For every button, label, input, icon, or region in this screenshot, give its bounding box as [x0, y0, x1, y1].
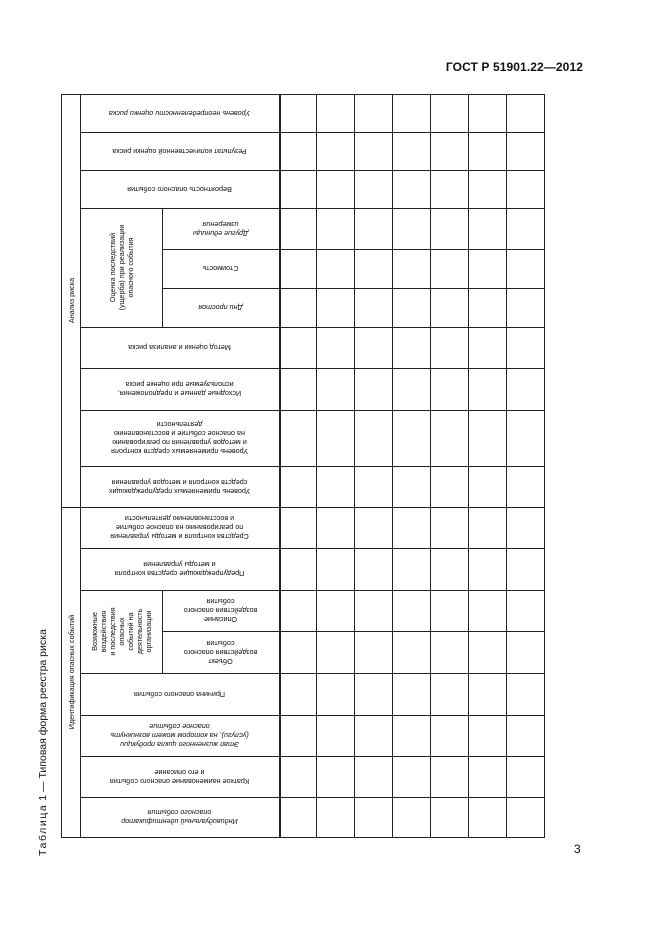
row-label: Уровень применяемых предупреждающих средств контроля и методов управления [108, 478, 251, 496]
row-label: Средства контроля и методы управления по реагированию на опасное событие и восстановлению деятельности [110, 514, 249, 542]
row-label: Причина опасного события [134, 690, 225, 699]
row-label: Объект воздействия опасного события [183, 639, 258, 666]
row-label: Описание воздействия опасного события [183, 597, 258, 625]
group-label-consequences: Оценка последствий (ущерба) при реализации опасного события [108, 224, 135, 311]
row-label: Метод оценки и анализа риска [128, 343, 231, 353]
row-label: Уровень применяемых средств контроля и методов управления по реагированию на опасное событие и восстановлению деятельности [111, 420, 248, 457]
group-label-impacts: Возможные воздействия и последствия опасных событий на деятельность организации [90, 607, 153, 656]
row-label: Индивидуальный идентификатор опасного события [121, 808, 238, 827]
row-label: Другие единицы измерения [192, 220, 249, 238]
row-label: Исходные данные и предположения, используемые при оценке риска [117, 380, 242, 399]
document-code: ГОСТ Р 51901.22—2012 [445, 60, 583, 74]
row-label: Стоимость [202, 264, 239, 274]
row-label: Уровень неопределенности оценки риска [108, 109, 251, 118]
row-label: Дни простоя [198, 303, 243, 313]
row-label: Вероятность опасного события [127, 185, 232, 194]
row-label: Предупреждающие средства контроля и методы управления [114, 560, 245, 579]
row-label: Этап жизненного цикла продукции (услуги), на котором может возникнуть опасное событие [110, 722, 249, 750]
row-label: Результат количественной оценки риска [112, 147, 247, 156]
row-label: Краткое наименование опасного события и его описание [109, 768, 250, 786]
caption-prefix: Таблица [37, 803, 49, 856]
table-border [61, 837, 545, 838]
page-number: 3 [574, 842, 581, 856]
group-label-analysis: Анализ риска [66, 277, 76, 324]
caption-text: 1 — Типовая форма реестра риска [37, 629, 49, 801]
group-label-identification: Идентификация опасных событий [66, 614, 76, 730]
table-border [544, 94, 545, 838]
